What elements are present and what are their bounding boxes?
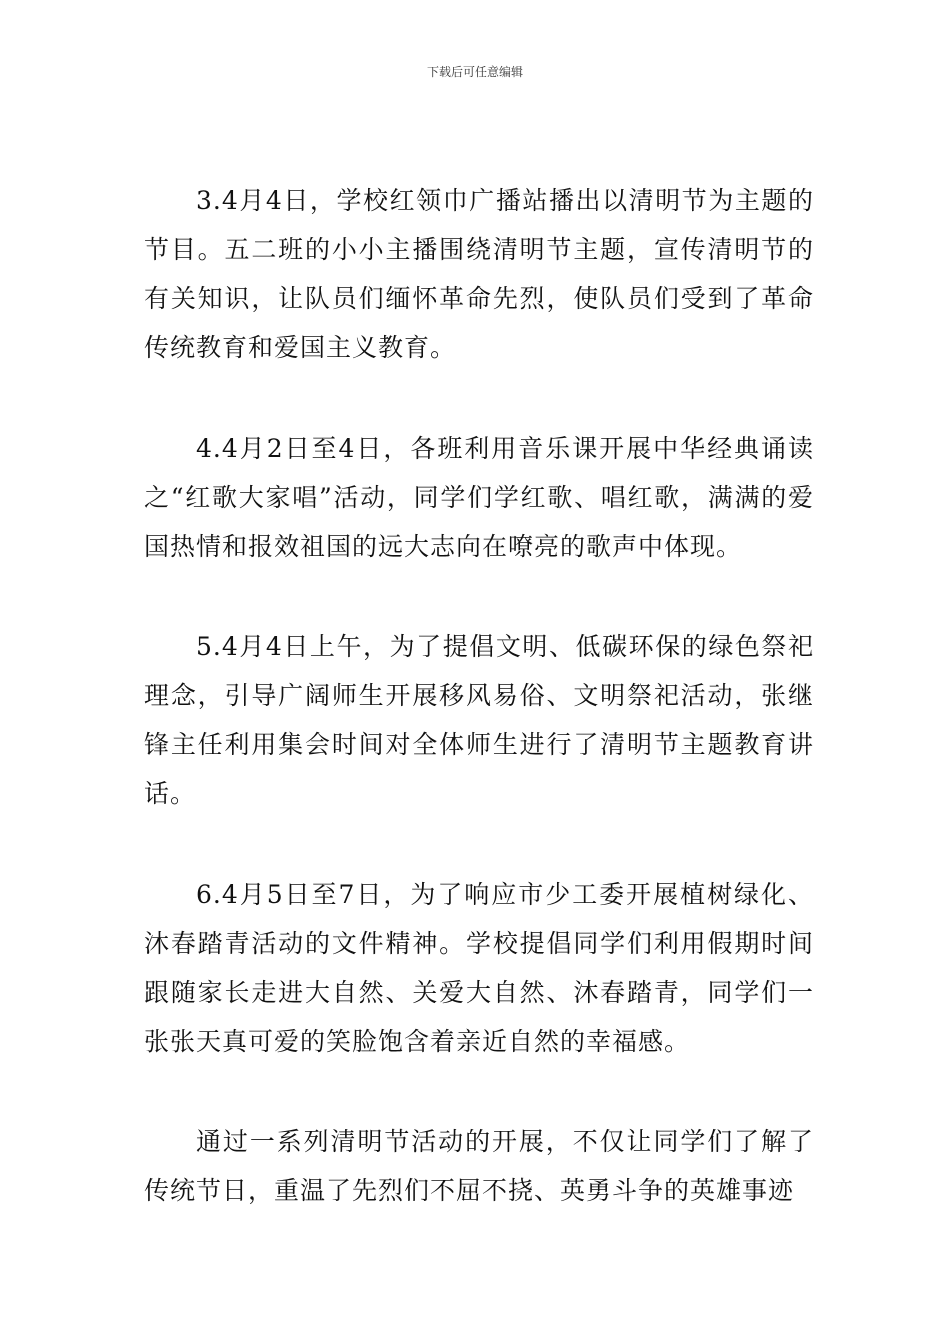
paragraph-item-3: 3.4月4日，学校红领巾广播站播出以清明节为主题的节目。五二班的小小主播围绕清明节主题，宣传清明节的有关知识，让队员们缅怀革命先烈，使队员们受到了革命传统教育和爱国主义教育。 <box>144 186 814 362</box>
paragraph-item-6: 6.4月5日至7日，为了响应市少工委开展植树绿化、沐春踏青活动的文件精神。学校提倡同学们利用假期时间跟随家长走进大自然、关爱大自然、沐春踏青，同学们一张张天真可爱的笑脸饱含着亲近自然的幸福感。 <box>144 880 814 1056</box>
paragraph-item-4: 4.4月2日至4日，各班利用音乐课开展中华经典诵读之“红歌大家唱”活动，同学们学红歌、唱红歌，满满的爱国热情和报效祖国的远大志向在嘹亮的歌声中体现。 <box>144 434 814 561</box>
paragraph-conclusion: 通过一系列清明节活动的开展，不仅让同学们了解了传统节日，重温了先烈们不屈不挠、英勇斗争的英雄事迹 <box>144 1127 814 1205</box>
page-header: 下载后可任意编辑 <box>426 65 523 79</box>
paragraph-item-5: 5.4月4日上午，为了提倡文明、低碳环保的绿色祭祀理念，引导广阔师生开展移风易俗、文明祭祀活动，张继锋主任利用集会时间对全体师生进行了清明节主题教育讲话。 <box>144 632 814 808</box>
